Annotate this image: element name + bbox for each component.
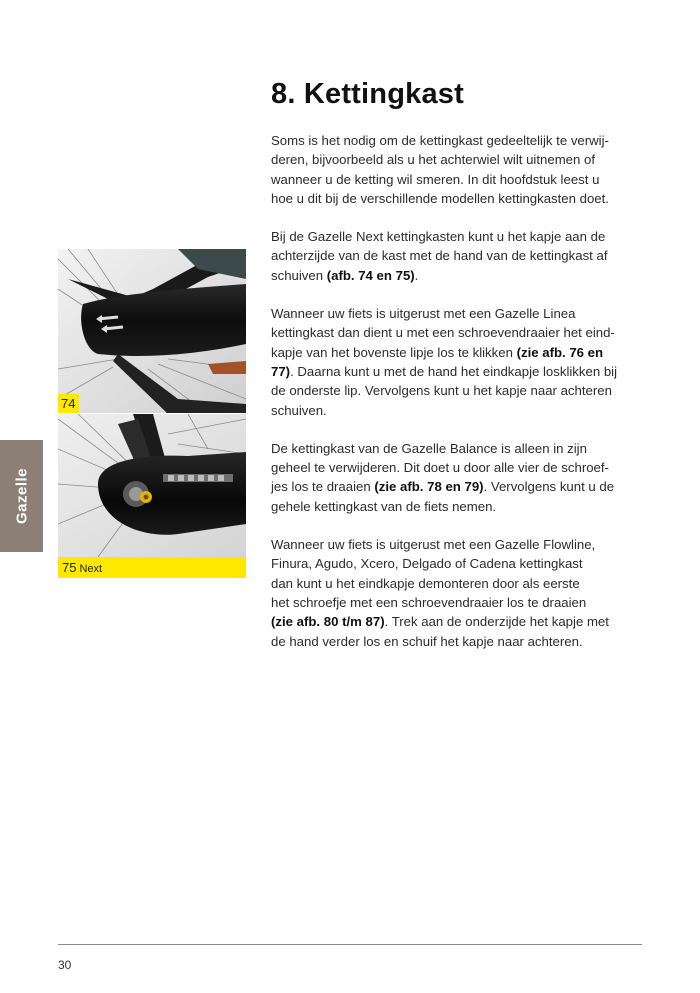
figure-75-caption (58, 557, 246, 578)
figure-74-photo (58, 249, 246, 414)
figure-75-illustration (58, 414, 246, 557)
text-line (271, 362, 643, 381)
text-segment: kapje van het bovenste lipje los te klikken (271, 344, 517, 360)
text-line (271, 439, 643, 458)
text-line (271, 323, 643, 342)
text-segment: De kettingkast van de Gazelle Balance is alleen in zijn (271, 440, 587, 456)
text-segment: Wanneer uw fiets is uitgerust met een Gazelle Linea (271, 306, 576, 322)
text-segment: Finura, Agudo, Xcero, Delgado of Cadena kettingkast (271, 556, 583, 572)
body-text (271, 131, 643, 670)
text-line (271, 343, 643, 362)
text-segment: . (414, 267, 419, 283)
text-segment: Soms is het nodig om de kettingkast gedeeltelijk te verwij- (271, 133, 609, 148)
text-line (271, 554, 643, 573)
text-line (271, 381, 643, 400)
figure-reference: (zie afb. 78 en 79) (374, 479, 484, 495)
page-number: 30 (58, 958, 72, 972)
text-line (271, 304, 643, 323)
figure-74-illustration (58, 249, 246, 414)
paragraph (271, 439, 643, 516)
text-segment: de hand verder los en schuif het kapje naar achteren. (271, 633, 583, 649)
text-segment: geheel te verwijderen. Dit doet u door alle vier de schroef- (271, 460, 609, 476)
figure-reference: (afb. 74 en 75) (326, 267, 415, 283)
text-segment: jes los te draaien (271, 479, 375, 495)
paragraph (271, 131, 643, 208)
text-line (271, 170, 643, 189)
text-line (271, 227, 643, 246)
figure-74-caption: 74 (58, 394, 79, 414)
text-line (271, 266, 643, 285)
text-line (271, 574, 643, 593)
text-segment: de onderste lip. Vervolgens kunt u het kapje naar achteren (271, 383, 612, 399)
text-segment: schuiven. (271, 402, 327, 418)
text-segment: dan kunt u het eindkapje demonteren door als eerste (271, 575, 580, 591)
paragraph (271, 227, 643, 285)
figure-75-model: Next (79, 563, 103, 575)
paragraph (271, 304, 643, 420)
text-segment: . Vervolgens kunt u de (483, 479, 615, 495)
text-segment: Bij de Gazelle Next kettingkasten kunt u het kapje aan de (271, 229, 606, 245)
text-segment: hoe u dit bij de verschillende modellen kettingkasten doet. (271, 190, 609, 206)
side-tab-label: Gazelle (13, 467, 30, 525)
text-line (271, 612, 643, 631)
text-line (271, 401, 643, 420)
side-tab (0, 440, 43, 552)
text-segment: . Trek aan de onderzijde het kapje met (384, 614, 609, 630)
footer-rule (58, 944, 642, 945)
text-line (271, 131, 643, 150)
figure-75-photo (58, 414, 246, 557)
text-segment: achterzijde van de kast met de hand van de kettingkast af (271, 248, 608, 264)
figure-reference: 77) (271, 363, 291, 379)
text-line (271, 246, 643, 265)
text-segment: gehele kettingkast van de fiets nemen. (271, 498, 497, 514)
text-segment: wanneer u de ketting wil smeren. In dit hoofdstuk leest u (271, 171, 600, 187)
text-segment: kettingkast dan dient u met een schroevendraaier het eind- (271, 325, 615, 341)
text-line (271, 458, 643, 477)
text-line (271, 189, 643, 208)
text-line (271, 535, 643, 554)
text-line (271, 497, 643, 516)
text-line (271, 477, 643, 496)
figure-reference: (zie afb. 80 t/m 87) (271, 614, 385, 630)
text-segment: deren, bijvoorbeeld als u het achterwiel wilt uitnemen of (271, 152, 596, 168)
figure-75-number: 75 (62, 560, 77, 575)
text-line (271, 150, 643, 169)
text-segment: . Daarna kunt u met de hand het eindkapje losklikken bij (290, 363, 618, 379)
paragraph (271, 535, 643, 651)
figure-reference: (zie afb. 76 en (516, 344, 604, 360)
text-line (271, 593, 643, 612)
text-line (271, 632, 643, 651)
page-title: 8. Kettingkast (271, 78, 464, 110)
text-segment: Wanneer uw fiets is uitgerust met een Gazelle Flowline, (271, 537, 596, 553)
text-segment: schuiven (271, 267, 327, 283)
text-segment: het schroefje met een schroevendraaier los te draaien (271, 594, 587, 610)
